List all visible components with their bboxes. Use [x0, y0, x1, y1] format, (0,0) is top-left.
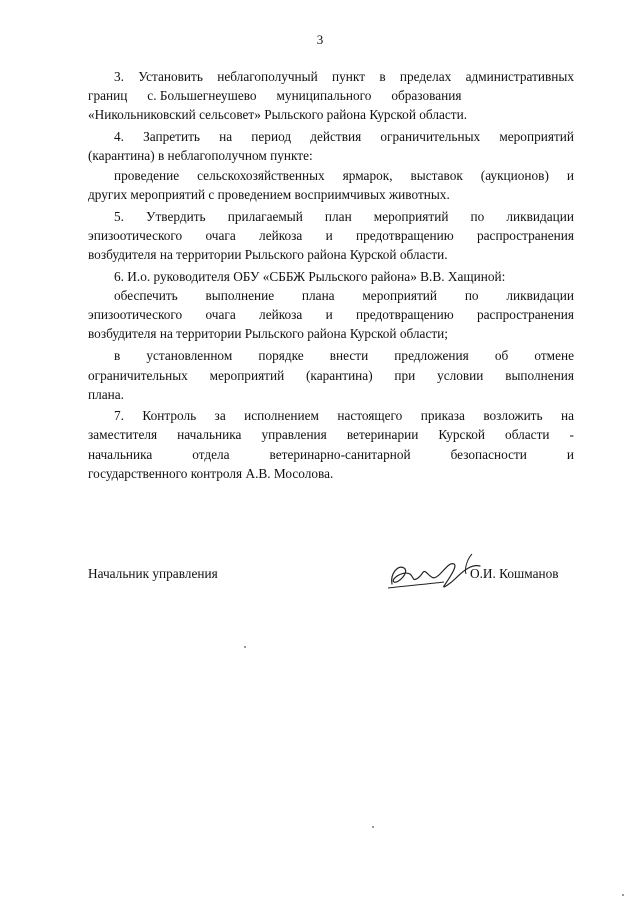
paragraph-7-line-1: 7. Контроль за исполнением настоящего приказа возложить на	[114, 408, 574, 423]
scan-speck	[622, 894, 624, 896]
paragraph-3-line-2	[88, 86, 574, 105]
paragraph-7-line-2: заместителя начальника управления ветеринарии Курской области -	[88, 427, 574, 442]
signatory-position: Начальник управления	[88, 566, 218, 581]
signatory-name: О.И. Кошманов	[470, 566, 559, 581]
paragraph-7-line-3: начальника отдела ветеринарно-санитарной безопасности и	[88, 447, 574, 462]
paragraph-5-line-1: 5. Утвердить прилагаемый план мероприятий по ликвидации	[114, 209, 574, 224]
paragraph-6-line-4: возбудителя на территории Рыльского района Курской области;	[88, 326, 448, 341]
paragraph-3-line-3: «Никольниковский сельсовет» Рыльского района Курской области.	[88, 107, 468, 122]
scan-speck	[244, 646, 246, 648]
paragraph-3-line-1: 3. Установить неблагополучный пункт в пределах административных	[114, 69, 574, 84]
paragraph-4-line-2: (карантина) в неблагополучном пункте:	[88, 148, 313, 163]
paragraph-6-line-7: плана.	[88, 387, 124, 402]
paragraph-4-line-4: других мероприятий с проведением восприимчивых животных.	[88, 187, 450, 202]
paragraph-6-line-5: в установленном порядке внести предложения об отмене	[114, 348, 574, 363]
paragraph-3-line-2-text: границ с. Большегнеушево муниципального образования	[88, 88, 462, 103]
page-number: 3	[316, 32, 324, 47]
scan-speck	[372, 826, 374, 828]
paragraph-6-line-1: 6. И.о. руководителя ОБУ «СББЖ Рыльского района» В.В. Хащиной:	[114, 269, 506, 284]
paragraph-5-line-2: эпизоотического очага лейкоза и предотвращению распространения	[88, 228, 574, 243]
paragraph-6-line-6: ограничительных мероприятий (карантина) при условии выполнения	[88, 368, 574, 383]
paragraph-6-line-3: эпизоотического очага лейкоза и предотвращению распространения	[88, 307, 574, 322]
signature-stroke-underline	[388, 582, 444, 588]
paragraph-6-line-2: обеспечить выполнение плана мероприятий по ликвидации	[114, 288, 574, 303]
paragraph-4-line-1: 4. Запретить на период действия ограничительных мероприятий	[114, 129, 574, 144]
paragraph-7-line-4: государственного контроля А.В. Мосолова.	[88, 466, 334, 481]
paragraph-4-line-3: проведение сельскохозяйственных ярмарок, выставок (аукционов) и	[114, 168, 574, 183]
paragraph-5-line-3: возбудителя на территории Рыльского района Курской области.	[88, 247, 448, 262]
